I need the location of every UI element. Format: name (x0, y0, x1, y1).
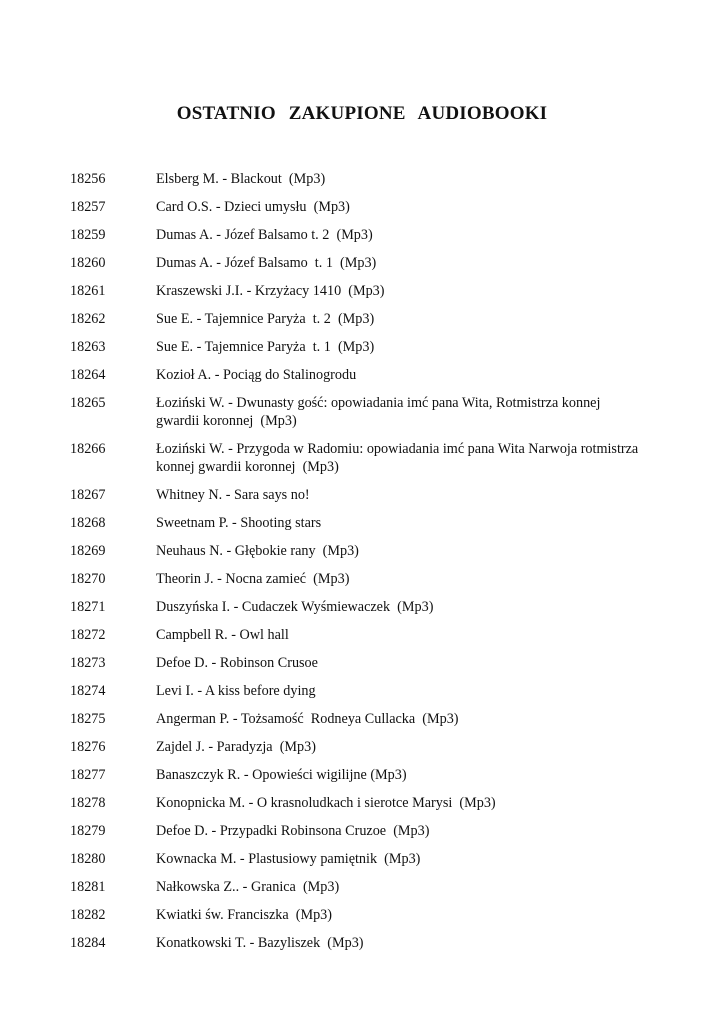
catalog-number: 18273 (70, 655, 106, 671)
list-item (70, 366, 670, 384)
book-title: Levi I. - A kiss before dying (156, 683, 316, 699)
catalog-number: 18282 (70, 907, 106, 923)
book-title: Zajdel J. - Paradyzja (Mp3) (156, 739, 316, 755)
list-item (70, 878, 670, 896)
list-item (70, 682, 670, 700)
book-title: Kozioł A. - Pociąg do Stalinogrodu (156, 367, 357, 383)
book-title: Neuhaus N. - Głębokie rany (Mp3) (156, 543, 359, 559)
catalog-number: 18256 (70, 171, 106, 187)
catalog-number: 18278 (70, 795, 106, 811)
book-title: Konopnicka M. - O krasnoludkach i sierotce Marysi (Mp3) (156, 795, 496, 811)
page-title: OSTATNIO ZAKUPIONE AUDIOBOOKI (176, 103, 548, 124)
catalog-number: 18261 (70, 283, 106, 299)
list-item (70, 598, 670, 616)
book-title: Nałkowska Z.. - Granica (Mp3) (156, 879, 340, 895)
list-item (70, 198, 670, 216)
list-item (70, 254, 670, 272)
catalog-number: 18281 (70, 879, 106, 895)
catalog-number: 18262 (70, 311, 106, 327)
catalog-number: 18257 (70, 199, 106, 215)
catalog-number: 18272 (70, 627, 106, 643)
book-title: Kraszewski J.I. - Krzyżacy 1410 (Mp3) (156, 283, 385, 299)
catalog-number: 18277 (70, 767, 106, 783)
book-title: Dumas A. - Józef Balsamo t. 2 (Mp3) (156, 227, 373, 243)
book-title: Banaszczyk R. - Opowieści wigilijne (Mp3) (156, 767, 407, 783)
book-title: Kownacka M. - Plastusiowy pamiętnik (Mp3) (156, 851, 421, 867)
book-title: Theorin J. - Nocna zamieć (Mp3) (156, 571, 350, 587)
catalog-number: 18269 (70, 543, 106, 559)
list-item (70, 710, 670, 728)
list-item (70, 626, 670, 644)
book-title: Defoe D. - Przypadki Robinsona Cruzoe (Mp3) (156, 823, 430, 839)
catalog-number: 18266 (70, 441, 106, 457)
list-item (70, 654, 670, 672)
catalog-number: 18270 (70, 571, 106, 587)
catalog-number: 18279 (70, 823, 106, 839)
book-title: Łoziński W. - Dwunasty gość: opowiadania imć pana Wita, Rotmistrza konnej gwardii koronnej (Mp3) (156, 395, 601, 429)
list-item (70, 822, 670, 840)
book-title: Kwiatki św. Franciszka (Mp3) (156, 907, 332, 923)
list-item (70, 766, 670, 784)
list-item (70, 394, 670, 430)
book-title: Sue E. - Tajemnice Paryża t. 1 (Mp3) (156, 339, 375, 355)
book-title: Duszyńska I. - Cudaczek Wyśmiewaczek (Mp3) (156, 599, 434, 615)
list-item (70, 310, 670, 328)
book-title: Łoziński W. - Przygoda w Radomiu: opowiadania imć pana Wita Narwoja rotmistrza konnej gwardii koronnej (Mp3) (156, 441, 639, 475)
list-item (70, 338, 670, 356)
list-item (70, 486, 670, 504)
book-title: Sue E. - Tajemnice Paryża t. 2 (Mp3) (156, 311, 375, 327)
book-title: Sweetnam P. - Shooting stars (156, 515, 322, 531)
book-title: Defoe D. - Robinson Crusoe (156, 655, 318, 671)
catalog-number: 18276 (70, 739, 106, 755)
book-title: Whitney N. - Sara says no! (156, 487, 310, 503)
catalog-number: 18263 (70, 339, 106, 355)
list-item (70, 226, 670, 244)
catalog-number: 18264 (70, 367, 106, 383)
catalog-number: 18284 (70, 935, 106, 951)
catalog-number: 18275 (70, 711, 106, 727)
list-item (70, 934, 670, 952)
book-title: Campbell R. - Owl hall (156, 627, 289, 643)
book-title: Angerman P. - Tożsamość Rodneya Cullacka (Mp3) (156, 711, 459, 727)
list-item (70, 440, 670, 476)
catalog-number: 18268 (70, 515, 106, 531)
list-item (70, 794, 670, 812)
audiobook-list (70, 170, 670, 962)
catalog-number: 18267 (70, 487, 106, 503)
catalog-number: 18260 (70, 255, 106, 271)
list-item (70, 282, 670, 300)
catalog-number: 18280 (70, 851, 106, 867)
list-item (70, 570, 670, 588)
list-item (70, 514, 670, 532)
catalog-number: 18259 (70, 227, 106, 243)
book-title: Card O.S. - Dzieci umysłu (Mp3) (156, 199, 350, 215)
catalog-number: 18265 (70, 395, 106, 411)
list-item (70, 542, 670, 560)
list-item (70, 850, 670, 868)
book-title: Elsberg M. - Blackout (Mp3) (156, 171, 326, 187)
list-item (70, 738, 670, 756)
book-title: Konatkowski T. - Bazyliszek (Mp3) (156, 935, 364, 951)
catalog-number: 18274 (70, 683, 106, 699)
catalog-number: 18271 (70, 599, 106, 615)
list-item (70, 170, 670, 188)
book-title: Dumas A. - Józef Balsamo t. 1 (Mp3) (156, 255, 377, 271)
list-item (70, 906, 670, 924)
